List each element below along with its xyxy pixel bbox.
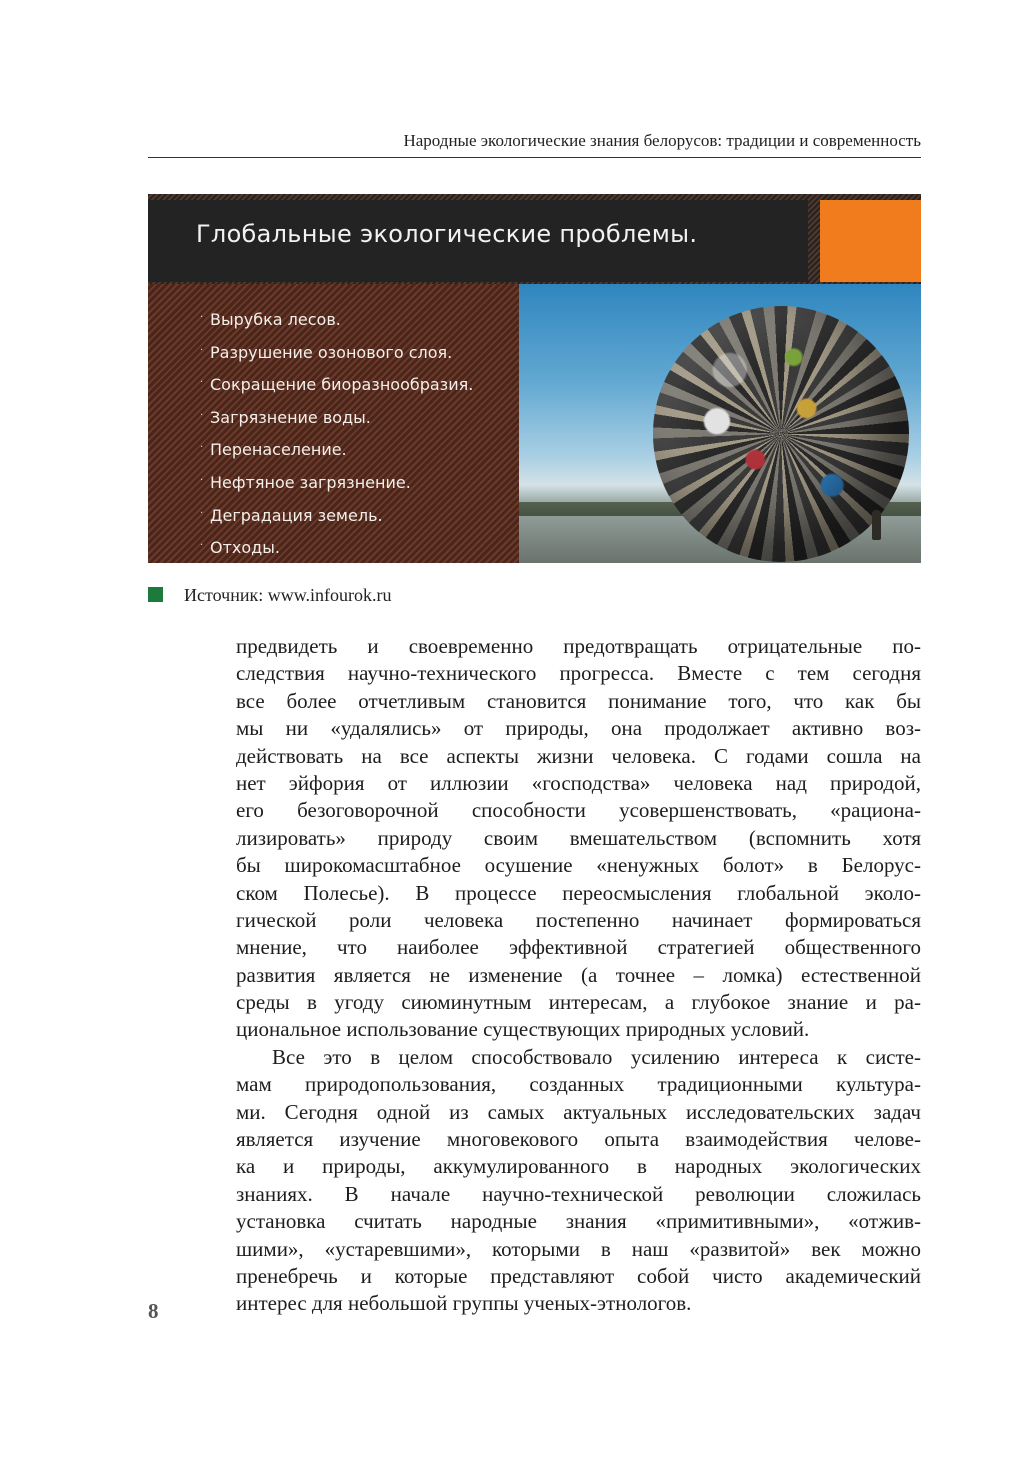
trash-ball-illustration — [653, 306, 909, 562]
text-line: все более отчетливым становится понимание того, что как бы — [236, 688, 921, 713]
text-line: ми. Сегодня одной из самых актуальных исследовательских задач — [236, 1099, 921, 1124]
body-text — [236, 633, 921, 1318]
list-item: · Разрушение озонового слоя. — [200, 342, 453, 362]
text-line: интерес для небольшой группы ученых-этнологов. — [236, 1291, 692, 1316]
list-item: · Перенаселение. — [200, 440, 347, 460]
text-line: ка и природы, аккумулированного в народных экологических — [236, 1154, 921, 1179]
text-line: ском Полесье). В процессе переосмысления глобальной эколо- — [236, 880, 921, 905]
bullet-icon: · — [200, 442, 204, 454]
caption-marker-icon — [148, 587, 163, 602]
text-line: пренебречь и которые представляют собой чисто академический — [236, 1263, 921, 1288]
bullet-icon: · — [200, 540, 204, 552]
caption-text: Источник: www.infourok.ru — [184, 585, 392, 605]
bullet-icon: · — [200, 312, 204, 323]
text-line: действовать на все аспекты жизни человека. С годами сошла на — [236, 743, 921, 768]
bullet-icon: · — [200, 507, 204, 519]
text-line: шими», «устаревшими», которыми в наш «развитой» век можно — [236, 1236, 921, 1261]
text-line: бы широкомасштабное осушение «ненужных болот» в Белорус- — [236, 853, 921, 878]
list-item: · Отходы. — [200, 538, 280, 558]
list-item: · Вырубка лесов. — [200, 310, 341, 329]
slide-bullet-panel — [148, 284, 519, 563]
bullet-icon: · — [200, 377, 204, 389]
text-line: лизировать» природу своим вмешательством (вспомнить хотя — [236, 825, 921, 850]
slide-figure — [148, 194, 921, 563]
text-line: нет эйфория от иллюзии «господства» человека над природой, — [236, 770, 921, 795]
text-line: гической роли человека постепенно начинает формироваться — [236, 907, 921, 932]
header-rule — [148, 157, 921, 158]
list-item: · Нефтяное загрязнение. — [200, 472, 411, 492]
text-line: предвидеть и своевременно предотвращать отрицательные по- — [236, 634, 921, 658]
list-item: · Загрязнение воды. — [200, 407, 371, 427]
text-line: является изучение многовекового опыта взаимодействия челове- — [236, 1127, 921, 1152]
running-header: Народные экологические знания белорусов: традиции и современность — [403, 131, 921, 150]
text-line: знаниях. В начале научно-технической революции сложилась — [236, 1181, 921, 1206]
text-line: среды в угоду сиюминутным интересам, а глубокое знание и ра- — [236, 990, 921, 1015]
trash-ball-photo — [519, 284, 921, 563]
text-line: мнение, что наиболее эффективной стратегией общественного — [236, 935, 921, 960]
problem-list — [200, 310, 473, 563]
slide-accent-block — [820, 200, 921, 282]
text-line: следствия научно-технического прогресса. Вместе с тем сегодня — [236, 661, 921, 686]
person-silhouette — [872, 510, 881, 540]
text-line: циональное использование существующих природных условий. — [236, 1017, 810, 1042]
text-line: его безоговорочной способности усовершенствовать, «рациона- — [236, 798, 921, 823]
page-number: 8 — [148, 1299, 159, 1323]
bullet-icon: · — [200, 409, 204, 421]
text-line: мы ни «удалялись» от природы, она продолжает активно воз- — [236, 716, 921, 741]
list-item: · Сокращение биоразнообразия. — [200, 375, 474, 395]
slide-title: Глобальные экологические проблемы. — [196, 220, 698, 248]
text-line: установка считать народные знания «примитивными», «отжив- — [236, 1209, 921, 1234]
list-item: · Деградация земель. — [200, 505, 383, 525]
text-line: мам природопользования, созданных традиционными культура- — [236, 1072, 921, 1097]
bullet-icon: · — [200, 344, 204, 356]
paragraph-first-line: Все это в целом способствовало усилению интереса к систе- — [272, 1044, 921, 1069]
bullet-icon: · — [200, 474, 204, 486]
slide-title-box — [148, 200, 808, 282]
text-line: развития является не изменение (а точнее – ломка) естественной — [236, 962, 921, 987]
